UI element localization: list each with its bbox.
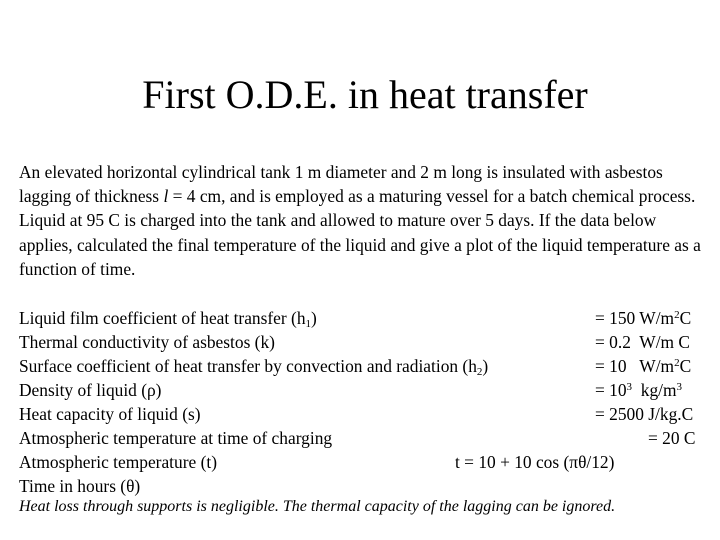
data-row-conductivity <box>19 330 709 354</box>
data-value: = $10^3$ $kg/m^3$ <box>595 380 682 400</box>
slide-title: First O.D.E. in heat transfer <box>142 72 588 117</box>
data-value: = 2500 J/kg.C <box>595 404 694 424</box>
problem-text-start: An elevated horizontal cylindrical tank 1 m diameter and 2 m long is insulated with asbestos lagging of thickness <box>19 162 663 207</box>
footnote: Heat loss through supports is negligible. The thermal capacity of the lagging can be ignored. <box>19 498 616 515</box>
data-label: Atmospheric temperature (t) <box>19 452 217 472</box>
data-row-film-coefficient <box>19 306 709 330</box>
problem-statement <box>19 160 709 281</box>
data-row-heat-capacity <box>19 402 709 426</box>
problem-text-rest: = 4 cm, and is employed as a maturing vessel for a batch chemical process. Liquid at 95 C is charged into the tank and allowed to mature over 5 days. If the data below applies, calculated the final temperature of the liquid and give a plot of the liquid temperature as a function of time. <box>19 186 701 279</box>
data-row-surface-coefficient <box>19 354 709 378</box>
data-row-charging-temperature <box>19 426 709 450</box>
data-row-density <box>19 378 709 402</box>
data-value: = 0.2 W/m C <box>595 332 690 352</box>
data-value: = 20 C <box>648 428 696 448</box>
data-label: Liquid film coefficient of heat transfer $(h_1)$ <box>19 308 317 330</box>
data-value: = 10 $W/m^2C$ <box>595 356 692 376</box>
data-label: Time in hours (θ) <box>19 476 141 496</box>
data-label: Surface coefficient of heat transfer by convection and radiation $(h_2)$ <box>19 356 489 378</box>
data-value: t = 10 + 10 cos (πθ/12) <box>455 452 615 472</box>
data-label: Heat capacity of liquid (s) <box>19 404 201 424</box>
data-label: Thermal conductivity of asbestos (k) <box>19 332 275 352</box>
data-label: Density of liquid (ρ) <box>19 380 162 400</box>
data-value: = 150 $W/m^2C$ <box>595 308 692 328</box>
data-row-atmospheric-temperature <box>19 450 709 474</box>
data-label: Atmospheric temperature at time of charging <box>19 428 333 448</box>
thickness-symbol: l <box>163 186 169 207</box>
